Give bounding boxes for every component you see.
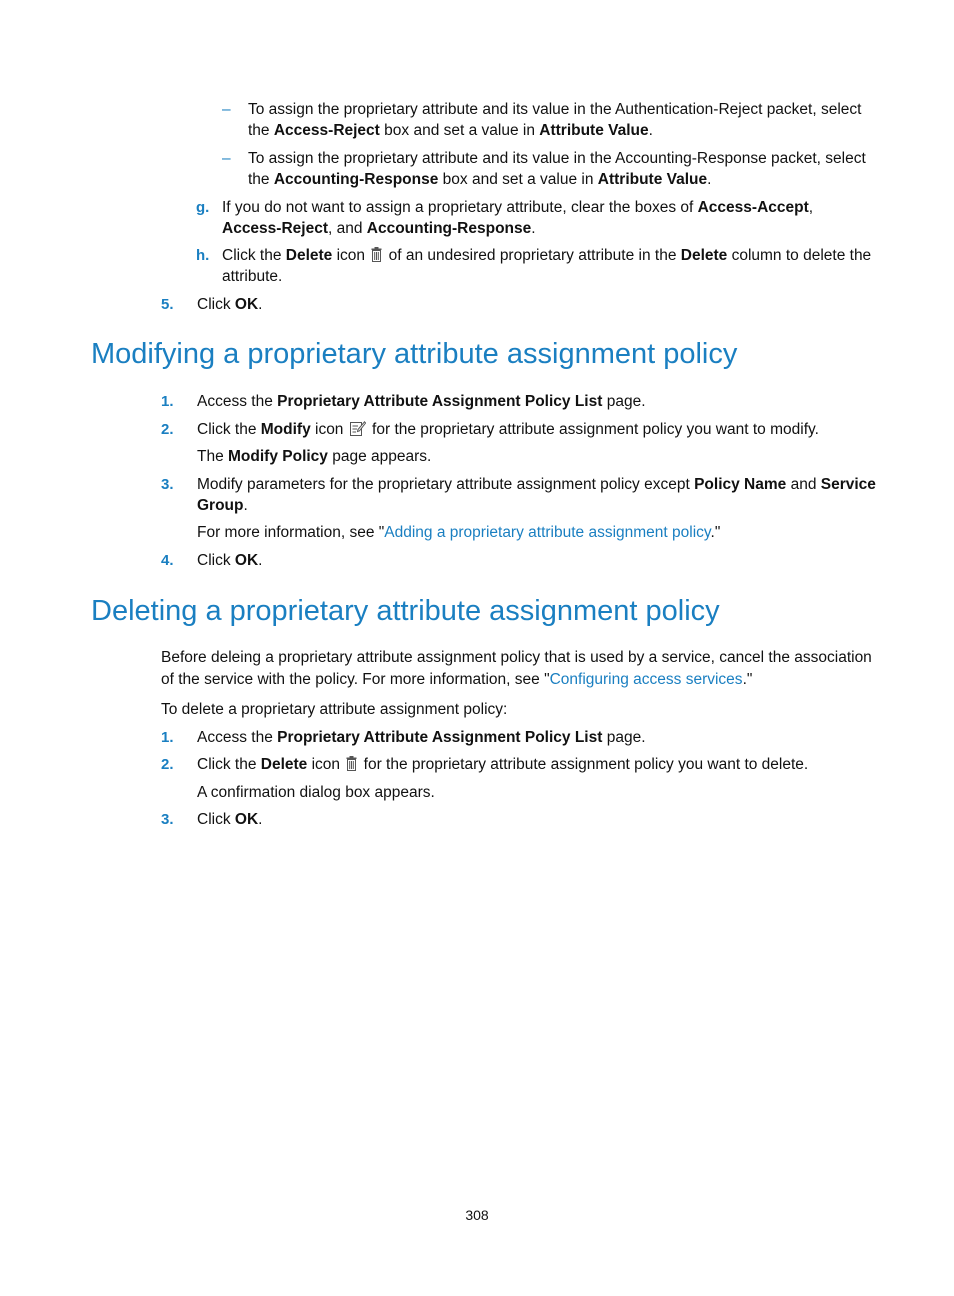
- delete-intro-line1: Before deleing a proprietary attribute assignment policy that is used by a service, cancel the association: [161, 649, 872, 666]
- edit-icon: [350, 421, 366, 442]
- text: Modify parameters for the proprietary attribute assignment policy except: [197, 476, 695, 493]
- delete-step1-text: [197, 728, 646, 748]
- delete-step3-text: [197, 810, 262, 830]
- text: icon: [307, 756, 345, 773]
- step-marker-1: 1.: [161, 729, 174, 746]
- ui-term: Accounting-Response: [273, 171, 439, 188]
- text: .: [258, 296, 263, 313]
- modify-step1-text: [197, 392, 646, 412]
- step-g-line1: [222, 198, 813, 218]
- ui-term: Proprietary Attribute Assignment Policy List: [277, 393, 603, 410]
- text: .: [258, 811, 263, 828]
- text: .: [243, 497, 248, 514]
- ui-term: Access-Accept: [697, 199, 809, 216]
- modify-step4-text: [197, 551, 262, 571]
- dash2-line2: [248, 170, 711, 190]
- step-marker-3: 3.: [161, 811, 174, 828]
- text: box and set a value in: [379, 122, 540, 139]
- section-heading-delete: Deleting a proprietary attribute assignment policy: [91, 595, 720, 627]
- dash2-line1: To assign the proprietary attribute and its value in the Accounting-Response packet, select: [248, 150, 866, 167]
- text: Click the: [197, 756, 261, 773]
- text: Click the: [197, 421, 261, 438]
- text: of the service with the policy. For more information, see ": [161, 671, 550, 688]
- section-heading-modify: Modifying a proprietary attribute assignment policy: [91, 338, 738, 370]
- ui-term: Access-Reject: [222, 220, 328, 237]
- text: for the proprietary attribute assignment policy you want to modify.: [367, 421, 819, 438]
- ui-term: OK: [234, 811, 259, 828]
- ui-term: Proprietary Attribute Assignment Policy List: [277, 729, 603, 746]
- step-marker-h: h.: [196, 247, 210, 264]
- step-marker-3: 3.: [161, 476, 174, 493]
- text: of an undesired proprietary attribute in the: [384, 247, 681, 264]
- text: Access the: [197, 393, 278, 410]
- ui-term: Accounting-Response: [366, 220, 532, 237]
- ui-term: OK: [234, 296, 259, 313]
- configuring-access-services-link[interactable]: Configuring access services: [549, 671, 743, 688]
- ui-term: Delete: [285, 247, 333, 264]
- delete-intro-line2: [161, 670, 752, 690]
- text: ,: [808, 199, 814, 216]
- modify-step2-text: [197, 420, 819, 442]
- text: Click: [197, 296, 235, 313]
- text: the: [248, 122, 274, 139]
- text: .: [707, 171, 712, 188]
- ui-term: Service: [820, 476, 876, 493]
- modify-step3-note: [197, 523, 720, 543]
- text: column to delete the: [727, 247, 872, 264]
- ui-term: Delete: [260, 756, 308, 773]
- step-h-line1: [222, 246, 871, 268]
- text: , and: [327, 220, 367, 237]
- text: If you do not want to assign a proprietary attribute, clear the boxes of: [222, 199, 698, 216]
- ui-term: Access-Reject: [273, 122, 380, 139]
- step-g-line2: [222, 219, 536, 239]
- step-h-line2: attribute.: [222, 268, 283, 285]
- ui-term: Delete: [680, 247, 728, 264]
- ui-term: Group: [197, 497, 244, 514]
- page-number: 308: [465, 1207, 489, 1223]
- adding-policy-link[interactable]: Adding a proprietary attribute assignment policy: [384, 524, 711, 541]
- delete-lead: To delete a proprietary attribute assignment policy:: [161, 701, 508, 718]
- trash-icon: [346, 756, 357, 777]
- text: for the proprietary attribute assignment policy you want to delete.: [359, 756, 809, 773]
- ui-term: Modify Policy: [228, 448, 328, 465]
- dash1-line1: To assign the proprietary attribute and its value in the Authentication-Reject packet, select: [248, 101, 862, 118]
- text: and: [786, 476, 821, 493]
- modify-step3-line1: [197, 475, 876, 495]
- ui-term: OK: [234, 552, 259, 569]
- text: .: [648, 122, 653, 139]
- ui-term: Attribute Value: [597, 171, 708, 188]
- step-5-text: [197, 295, 262, 315]
- delete-step2-note: A confirmation dialog box appears.: [197, 784, 435, 801]
- text: .: [531, 220, 536, 237]
- ui-term: Attribute Value: [539, 122, 649, 139]
- dash1-line2: [248, 121, 653, 141]
- text: Access the: [197, 729, 278, 746]
- text: Click: [197, 811, 235, 828]
- step-marker-g: g.: [196, 199, 210, 216]
- text: icon: [332, 247, 370, 264]
- text: .": [710, 524, 721, 541]
- ui-term: Policy Name: [694, 476, 787, 493]
- text: page.: [602, 393, 646, 410]
- modify-step3-line2: [197, 496, 248, 516]
- text: the: [248, 171, 274, 188]
- step-marker-5: 5.: [161, 296, 174, 313]
- step-marker-1: 1.: [161, 393, 174, 410]
- step-marker-4: 4.: [161, 552, 174, 569]
- delete-step2-text: [197, 755, 808, 777]
- text: page appears.: [327, 448, 432, 465]
- text: Click the: [222, 247, 286, 264]
- text: box and set a value in: [438, 171, 598, 188]
- ui-term: Modify: [260, 421, 311, 438]
- list-dash-marker: –: [222, 101, 231, 118]
- text: .: [258, 552, 263, 569]
- trash-icon: [371, 247, 382, 268]
- text: The: [197, 448, 229, 465]
- text: page.: [602, 729, 646, 746]
- text: icon: [310, 421, 348, 438]
- text: Click: [197, 552, 235, 569]
- step-marker-2: 2.: [161, 756, 174, 773]
- modify-step2-note: [197, 447, 431, 467]
- step-marker-2: 2.: [161, 421, 174, 438]
- text: For more information, see ": [197, 524, 385, 541]
- list-dash-marker: –: [222, 150, 231, 167]
- text: .": [742, 671, 753, 688]
